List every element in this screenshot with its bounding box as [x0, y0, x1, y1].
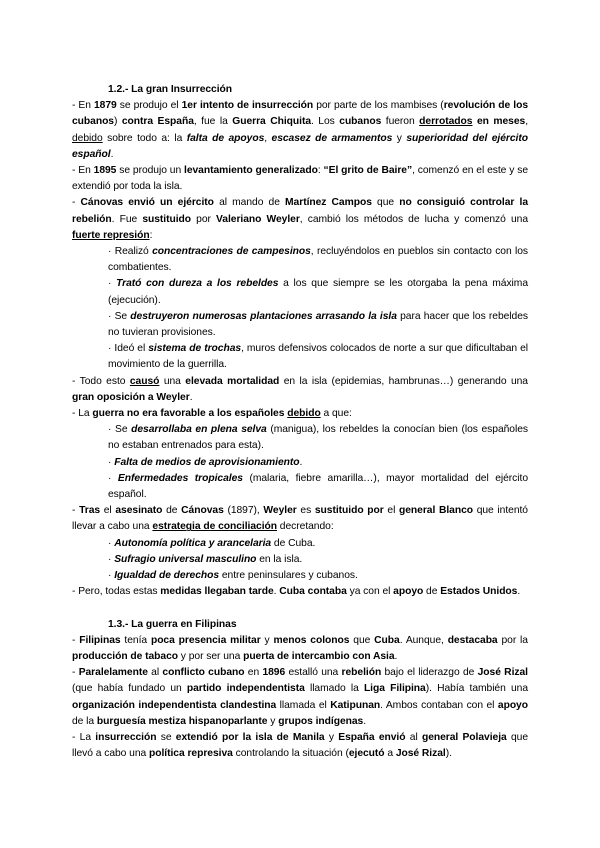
section-spacer	[72, 601, 528, 617]
bullet-enfermedades: · Enfermedades tropicales (malaria, fiebre amarilla…), mayor mortalidad del ejército español.	[108, 472, 528, 501]
paragraph-grito-de-baire: - En 1895 se produjo un levantamiento generalizado: “El grito de Baire”, comenzó en el este y se extendió por toda la isla.	[72, 165, 528, 193]
paragraph-polavieja: - La insurrección se extendió por la isla de Manila y España envió al general Polavieja que llevó a cabo una política represiva controlando la situación (ejecutó a José Rizal).	[72, 731, 528, 760]
bullet-trochas: · Ideó el sistema de trochas, muros defensivos colocados de norte a sur que dificultaban el movimiento de la guerrilla.	[108, 343, 529, 371]
paragraph-canovas-weyler: - Cánovas envió un ejército al mando de Martínez Campos que no consiguió controlar la rebelión. Fue sustituido por Valeriano Weyler, cambió los métodos de lucha y comenzó una fuerte represión:	[72, 197, 528, 241]
paragraph-general-blanco: - Tras el asesinato de Cánovas (1897), Weyler es sustituido por el general Blanco que intentó llevar a cabo una estrategia de conciliación decretando:	[72, 505, 528, 533]
bullet-sufragio: · Sufragio universal masculino en la isla.	[108, 553, 303, 565]
bullet-plantaciones: · Se destruyeron numerosas plantaciones arrasando la isla para hacer que los rebeldes no tuvieran provisiones.	[108, 310, 528, 339]
section-title-gran-insurreccion: 1.2.- La gran Insurrección	[108, 84, 233, 95]
bullet-igualdad: · Igualdad de derechos entre peninsulares y cubanos.	[108, 570, 358, 582]
paragraph-mortalidad: - Todo esto causó una elevada mortalidad en la isla (epidemias, hambrunas…) generando una gran oposición a Weyler.	[72, 375, 528, 403]
section-title-guerra-filipinas: 1.3.- La guerra en Filipinas	[108, 618, 237, 630]
paragraph-guerra-chiquita: - En 1879 se produjo el 1er intento de insurrección por parte de los mambises (revolución de los cubanos) contra España, fue la Guerra Chiquita. Los cubanos fueron derrotados en meses, debido sobre todo a: la falta de apoyos, escasez de armamentos y superioridad del ejército español.	[72, 100, 529, 160]
bullet-dureza: · Trató con dureza a los rebeldes a los que siempre se les otorgaba la pena máxima (ejecución).	[108, 278, 528, 306]
document-page	[72, 82, 528, 762]
bullet-aprovisionamiento: · Falta de medios de aprovisionamiento.	[108, 456, 303, 468]
bullet-concentraciones: · Realizó concentraciones de campesinos, recluyéndolos en pueblos sin contacto con los combatientes.	[108, 246, 529, 274]
bullet-autonomia: · Autonomía política y arancelaria de Cuba.	[108, 537, 316, 549]
paragraph-guerra-desfavorable: - La guerra no era favorable a los españoles debido a que:	[72, 408, 352, 420]
paragraph-jose-rizal: - Paralelamente al conflicto cubano en 1896 estalló una rebelión bajo el liderazgo de José Rizal (que había fundado un partido independentista llamado la Liga Filipina). Había también una organización independentista clandestina llamada el Katipunan. Ambos contaban con el apoyo de la burguesía mestiza hispanoparlante y grupos indígenas.	[72, 667, 528, 727]
paragraph-estados-unidos: - Pero, todas estas medidas llegaban tarde. Cuba contaba ya con el apoyo de Estados Unidos.	[72, 586, 521, 598]
bullet-selva: · Se desarrollaba en plena selva (manigua), los rebeldes la conocían bien (los españoles no estaban entrenados para esta).	[108, 424, 528, 452]
paragraph-filipinas: - Filipinas tenía poca presencia militar y menos colonos que Cuba. Aunque, destacaba por la producción de tabaco y por ser una puerta de intercambio con Asia.	[72, 634, 528, 662]
